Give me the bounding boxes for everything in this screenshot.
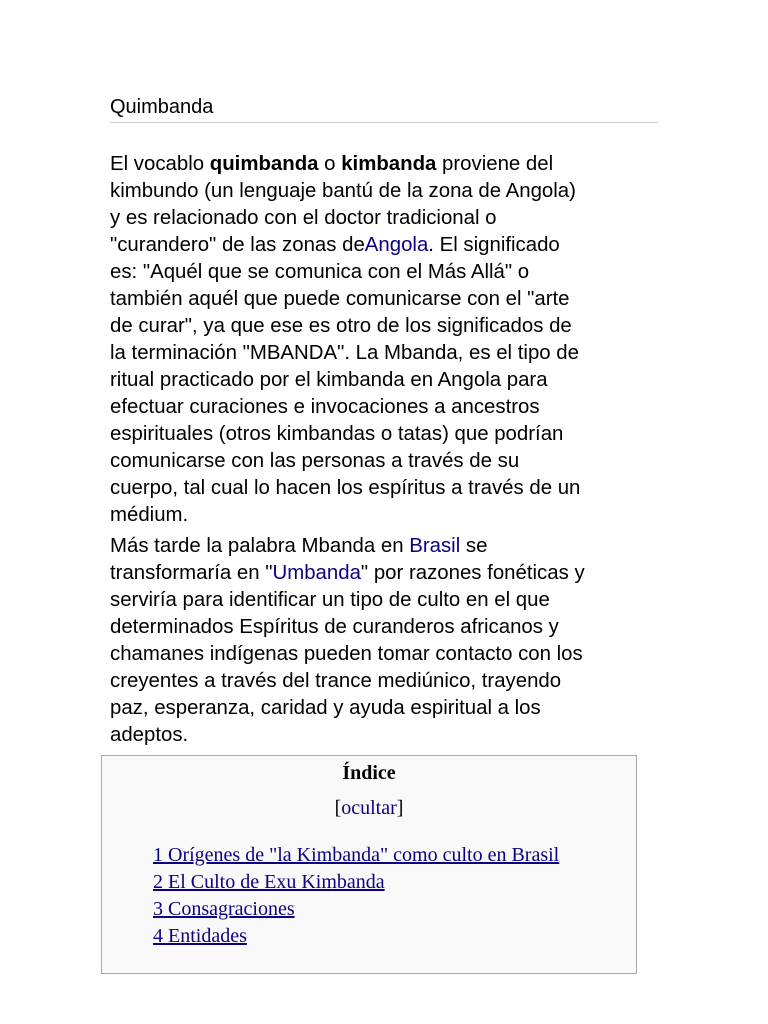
text: creyentes a través del trance mediúnico, trayendo — [110, 670, 562, 692]
toc-link-entidades[interactable]: 4 Entidades — [153, 925, 247, 947]
toc-hide-link[interactable]: ocultar — [341, 797, 397, 819]
toc-toggle-bracket-open: [ — [334, 797, 342, 819]
toc-title: Índice — [342, 762, 396, 784]
text: adeptos. — [110, 724, 189, 746]
text: ritual practicado por el kimbanda en Angola para — [110, 369, 548, 391]
text: médium. — [110, 504, 189, 526]
toc-item — [153, 923, 559, 950]
text: serviría para identificar un tipo de culto en el que — [110, 589, 550, 611]
text: efectuar curaciones e invocaciones a ancestros — [110, 396, 540, 418]
toc-link-culto-exu[interactable]: 2 El Culto de Exu Kimbanda — [153, 871, 385, 893]
text: kimbundo (un lenguaje bantú de la zona de Angola) — [110, 180, 576, 202]
text: proviene del — [436, 153, 554, 175]
toc-item — [153, 896, 559, 923]
text: de curar", ya que ese es otro de los significados de — [110, 315, 572, 337]
toc-toggle-bracket-close: ] — [396, 797, 404, 819]
text: o — [318, 153, 342, 175]
text: es: "Aquél que se comunica con el Más Allá" o — [110, 261, 530, 283]
text: chamanes indígenas pueden tomar contacto con los — [110, 643, 583, 665]
intro-paragraph — [110, 151, 670, 529]
toc-item — [153, 869, 559, 896]
text: y es relacionado con el doctor tradicional o — [110, 207, 497, 229]
text: transformaría en " — [110, 562, 273, 584]
angola-link[interactable]: Angola — [364, 234, 429, 256]
text: comunicarse con las personas a través de su — [110, 450, 520, 472]
toc-toggle — [101, 797, 637, 820]
toc-link-origenes[interactable]: 1 Orígenes de "la Kimbanda" como culto en Brasil — [153, 844, 560, 866]
toc-list — [153, 842, 559, 950]
second-paragraph — [110, 533, 670, 749]
text: también aquél que puede comunicarse con el "arte — [110, 288, 570, 310]
toc-item — [153, 842, 559, 869]
text: " por razones fonéticas y — [360, 562, 585, 584]
text: El vocablo — [110, 153, 210, 175]
bold-term-quimbanda: quimbanda — [209, 153, 319, 175]
text: cuerpo, tal cual lo hacen los espíritus a través de un — [110, 477, 581, 499]
text: determinados Espíritus de curanderos africanos y — [110, 616, 559, 638]
toc-link-consagraciones[interactable]: 3 Consagraciones — [153, 898, 295, 920]
brasil-link[interactable]: Brasil — [409, 535, 461, 557]
bold-term-kimbanda: kimbanda — [341, 153, 437, 175]
text: se — [460, 535, 488, 557]
text: Más tarde la palabra Mbanda en — [110, 535, 410, 557]
text: "curandero" de las zonas de — [110, 234, 365, 256]
umbanda-link[interactable]: Umbanda — [272, 562, 361, 584]
text: paz, esperanza, caridad y ayuda espiritual a los — [110, 697, 541, 719]
text: la terminación "MBANDA". La Mbanda, es el tipo de — [110, 342, 579, 364]
text: espirituales (otros kimbandas o tatas) que podrían — [110, 423, 564, 445]
page-title: Quimbanda — [110, 94, 658, 123]
text: . El significado — [428, 234, 560, 256]
